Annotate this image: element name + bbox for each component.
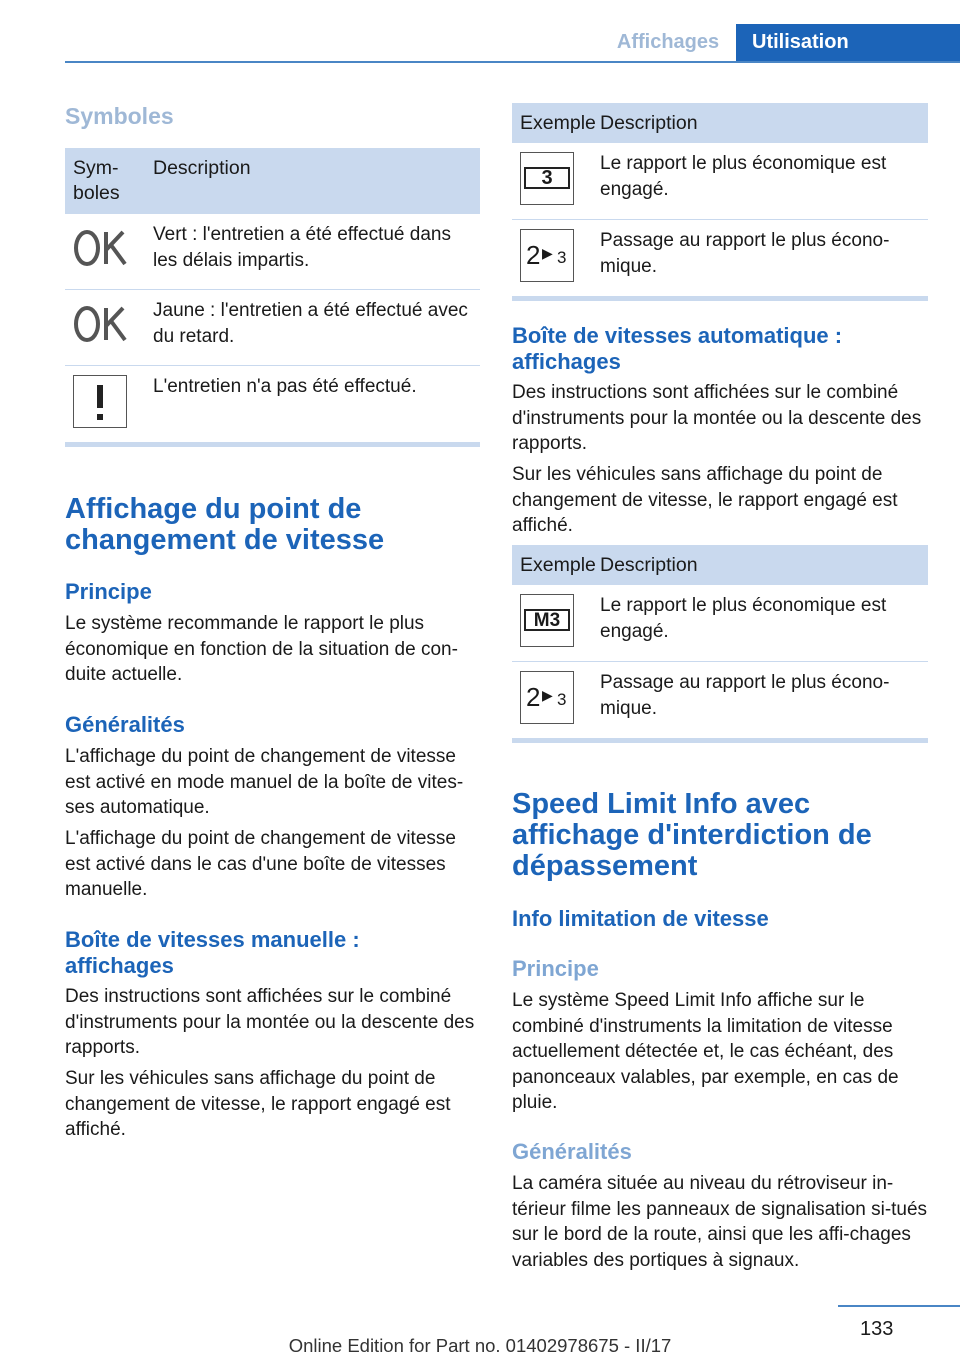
auto-text-1: Des instructions sont affichées sur le combiné d'instruments pour la montée ou la descente des rapports. [512, 382, 922, 454]
table-end-rule [65, 442, 480, 447]
speed-generalites-text: La caméra située au niveau du rétroviseur in-térieur filme les panneaux de signalisation si-tués sur le bord de la route, ainsi que les affi-chages variables des portiques à signaux. [512, 1173, 928, 1271]
column-header-description: Description [600, 554, 698, 576]
manual-text-1: Des instructions sont affichées sur le combiné d'instruments pour la montée ou la descente des rapports. [65, 986, 475, 1058]
arrow-right-icon: ▶ [542, 687, 553, 703]
ok-yellow-icon [65, 290, 153, 365]
header-tab-affichages[interactable]: Affichages [616, 31, 720, 53]
auto-text-2: Sur les véhicules sans affichage du point de changement de vitesse, le rapport engagé est affiché. [512, 464, 898, 536]
table-row [512, 585, 928, 662]
gear-target: 3 [557, 690, 567, 709]
arrow-right-icon: ▶ [542, 245, 553, 261]
page-number: 133 [860, 1318, 894, 1340]
table-header [512, 545, 928, 585]
generalites-heading: Généralités [65, 712, 185, 737]
principe-heading: Principe [65, 579, 152, 604]
gear-label: M3 [524, 609, 570, 631]
column-header-description: Description [153, 157, 251, 179]
table-row [512, 662, 928, 738]
gear-label: 3 [524, 167, 570, 189]
shift-up-icon [512, 662, 600, 738]
row-description: Passage au rapport le plus écono-mique. [600, 230, 890, 277]
manual-gearbox-heading: Boîte de vitesses manuelle : affichages [65, 927, 360, 978]
exclamation-icon [65, 366, 153, 442]
generalites-text-2: L'affichage du point de changement de vitesse est activé dans le cas d'une boîte de vitesses manuelle. [65, 828, 456, 900]
table-row [65, 214, 480, 290]
manual-text-2: Sur les véhicules sans affichage du point de changement de vitesse, le rapport engagé est affiché. [65, 1068, 451, 1140]
table-end-rule [512, 296, 928, 301]
shift-indicator-title: Affichage du point de changement de vitesse [65, 493, 385, 556]
edition-footer: Online Edition for Part no. 01402978675 - II/17 [288, 1335, 672, 1356]
gear-current: 2 [526, 240, 541, 270]
principe-text: Le système recommande le rapport le plus économique en fonction de la situation de con-duite actuelle. [65, 613, 458, 685]
symbols-title: Symboles [65, 103, 174, 129]
column-header-example: Exemple [520, 112, 596, 134]
table-row [65, 290, 480, 366]
generalites-text-1: L'affichage du point de changement de vitesse est activé en mode manuel de la boîte de vites-ses automatique. [65, 746, 464, 818]
row-description: L'entretien n'a pas été effectué. [153, 376, 417, 397]
speed-generalites-heading: Généralités [512, 1139, 632, 1164]
table-header [65, 148, 480, 214]
column-header-symbols: Sym- boles [73, 157, 120, 204]
column-header-description: Description [600, 112, 698, 134]
header-rule [65, 61, 960, 63]
row-description: Le rapport le plus économique est engagé. [600, 595, 887, 642]
shift-up-icon [512, 220, 600, 296]
gear-current: 2 [526, 682, 541, 712]
table-row [65, 366, 480, 442]
table-row [512, 220, 928, 296]
row-description: Le rapport le plus économique est engagé. [600, 153, 887, 200]
speed-limit-title: Speed Limit Info avec affichage d'interdiction de dépassement [512, 788, 872, 882]
auto-gearbox-heading: Boîte de vitesses automatique : affichages [512, 323, 843, 374]
column-header-example: Exemple [520, 554, 596, 576]
auto-examples-table [512, 545, 928, 743]
speed-limit-subtitle: Info limitation de vitesse [512, 906, 769, 931]
row-description: Vert : l'entretien a été effectué dans les délais impartis. [153, 224, 451, 271]
ok-green-icon [65, 214, 153, 289]
gear-m3-icon [512, 585, 600, 661]
manual-examples-table [512, 103, 928, 301]
footer-rule [838, 1305, 960, 1307]
gear-3-icon [512, 143, 600, 219]
speed-principe-heading: Principe [512, 956, 599, 981]
row-description: Jaune : l'entretien a été effectué avec du retard. [153, 300, 468, 347]
table-row [512, 143, 928, 220]
gear-target: 3 [557, 248, 567, 267]
row-description: Passage au rapport le plus écono-mique. [600, 672, 890, 719]
header-tab-utilisation[interactable]: Utilisation [736, 24, 960, 61]
table-end-rule [512, 738, 928, 743]
table-header [512, 103, 928, 143]
speed-principe-text: Le système Speed Limit Info affiche sur le combiné d'instruments la limitation de vitesse actuellement détectée et, le cas échéant, des panonceaux valables, par exemple, en cas de pluie. [512, 990, 899, 1113]
symbols-table [65, 148, 480, 447]
